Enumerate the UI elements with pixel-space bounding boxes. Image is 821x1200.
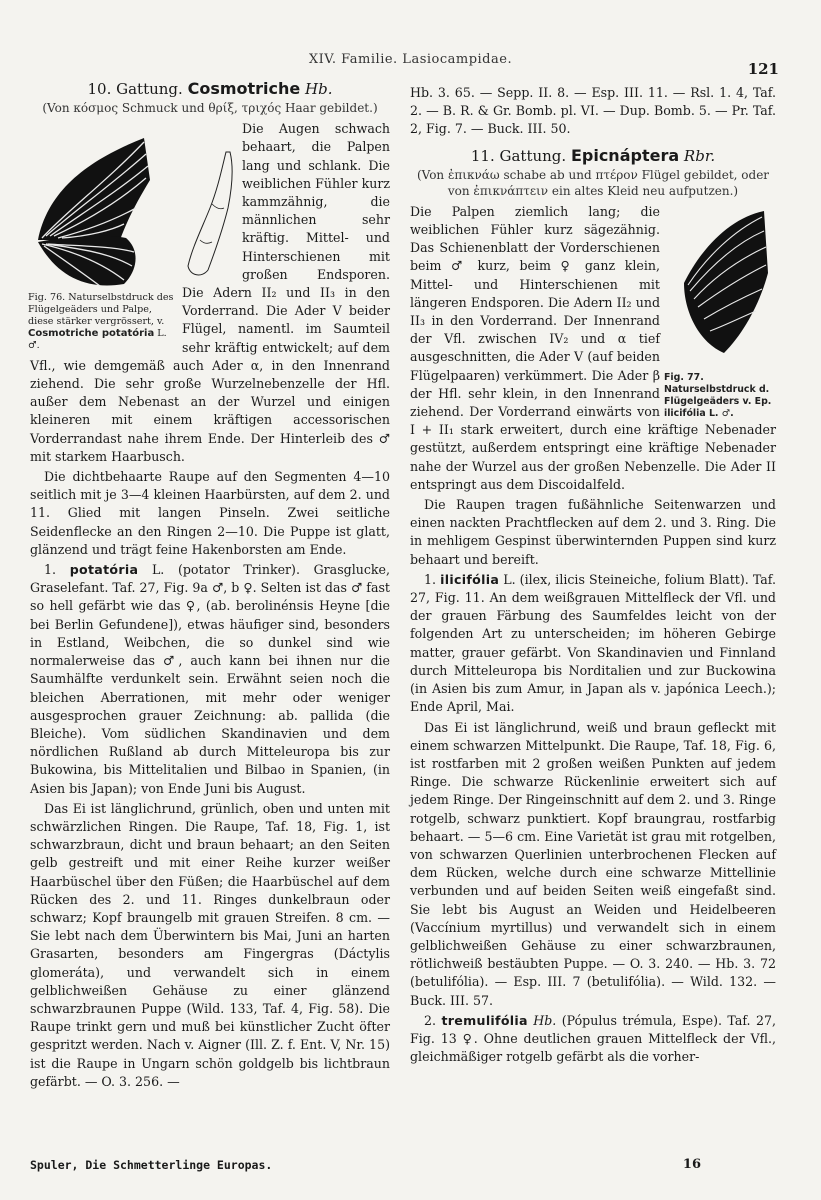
genus-number: 11. Gattung.	[470, 146, 567, 165]
genus-heading-epicnaptera	[410, 147, 776, 165]
species-author: Hb.	[533, 1012, 557, 1028]
page-number: 121	[747, 60, 779, 78]
larva-description: Die dichtbehaarte Raupe auf den Segmenten 4—10 seitlich mit je 3—4 kleinen Haarbürsten, auf dem 2. und 11. Glied mit langen Pinseln. Zwei seitliche Seidenflecke an den Ringen 2—10. Die Puppe ist glatt, glänzend und trägt feine Hakenborsten am Ende.	[30, 469, 390, 557]
figure-76	[28, 120, 176, 352]
larva-description: Die Raupen tragen fußähnliche Seitenwarzen und einen nackten Prachtflecken auf dem 2. und 3. Ring. Die in mehligem Gespinst überwinternden Puppen sind kurz behaart und bereift.	[410, 497, 776, 567]
species-tremulifolia	[410, 1012, 776, 1067]
egg-larva-paragraph: Das Ei ist länglichrund, grünlich, oben und unten mit schwärzlichen Ringen. Die Raupe, Taf. 18, Fig. 1, ist schwarzbraun, dicht und braun behaart; an den Seiten gelb gestreift und mit einer Reihe kurzer weißer Haarbüschel über den Füßen; die Haarbüschel auf dem Rücken des 2. und 11. Ringes dunkelbraun oder schwarz; Kopf braungelb mit grauen Streifen. 8 cm. — Sie lebt nach dem Überwintern bis Mai, Juni an harten Grasarten, besonders am Fingergras (Dáctylis glomeráta), und verwandelt sich in einem gelblichweißen Gehäuse zu einer glänzend schwarzbraunen Puppe (Wild. 133, Taf. 4, Fig. 58). Die Raupe trinkt gern und muß bei künstlicher Zucht öfter gespritzt werden. Nach v. Aigner (Ill. Z. f. Ent. V, Nr. 15) ist die Raupe in Ungarn schön goldgelb bis lichtbraun gefärbt. — O. 3. 256. —	[30, 800, 390, 1089]
figure-77	[664, 203, 776, 420]
species-number: 2.	[424, 1012, 437, 1028]
right-column	[410, 84, 776, 1068]
genus-description: Die Palpen ziemlich lang; die weiblichen Fühler kurz sägezähnig. Das Schienenblatt der Vorderschienen beim ♂ kurz, beim ♀ ganz klein, Mittel- und Hinterschienen mit längeren Endsporen. Die Adern II₂ und II₃ in den Vorderrand. Der Innenrand der Vfl. zwischen IV₂ und α tief ausgeschnitten, die Ader V (auf beiden Flügelpaaren) verkümmert. Die Ader β der Hfl. sehr klein, in den Innenrand ziehend. Der Vorderrand einwärts von I + II₁ stark erweitert, durch eine kräftige Nebenader gestützt, außerdem entspringt eine kräftige Nebenader nahe der Wurzel aus der großen Nebenzelle. Die Ader II entspringt aus dem Discoidalfeld.	[410, 203, 776, 492]
genus-author: Hb.	[305, 80, 333, 98]
figure-77-block	[410, 203, 776, 494]
figure-77-caption: Fig. 77. Naturselbstdruck d. Flügelgeäders v. Ep. ilicifólia L. ♂.	[664, 372, 772, 420]
caption-text: Fig. 76. Naturselbstdruck des Flügelgeäders und Palpe, diese stärker vergrössert, v.	[28, 292, 174, 328]
left-column	[30, 80, 390, 1093]
species-text: L. (ilex, ilicis Steineiche, folium Blatt). Taf. 27, Fig. 11. An dem weißgrauen Mittelfleck der Vfl. und der grauen Färbung des Saumfeldes leicht von der folgenden Art zu unterscheiden; im höheren Gebirge matter, grauer gefärbt. Von Skandinavien und Finnland durch Mitteleuropa bis Norditalien und zur Buckowina (in Asien bis zum Amur, in Japan als v. japónica Leech.); Ende April, Mai.	[410, 571, 776, 715]
species-text: L. (potator Trinker). Grasglucke, Graselefant. Taf. 27, Fig. 9a ♂, b ♀. Selten ist das ♂ fast so hell gefärbt wie das ♀, (ab. berolinénsis Heyne [die bei Berlin Gefundene]), etwas häufiger sind, besonders in Estland, Weibchen, die so dunkel sind wie normalerweise das ♂, auch kann bei ihnen nur die Saumhälfte verdunkelt sein. Erwähnt seien noch die bleichen Aberrationen, mit mehr oder weniger ausgesprochen grauer Zeichnung: ab. pallida (die Bleiche). Vom südlichen Skandinavien und dem nördlichen Rußland ab durch Mitteleuropa bis zur Bukowina, bis Mittelitalien und Bilbao in Spanien, (in Asien bis Japan); von Ende Juni bis August.	[30, 562, 390, 796]
etymology: (Von κόσμος Schmuck und θρίξ, τριχός Haar gebildet.)	[42, 101, 378, 116]
caption-sex: L. ♂.	[28, 328, 167, 352]
wing-venation-illustration	[28, 120, 176, 290]
genus-author: Rbr.	[683, 146, 716, 165]
genus-name: Epicnáptera	[570, 145, 680, 165]
species-ilicifolia	[410, 571, 776, 717]
species-number: 1.	[424, 571, 437, 587]
footer-credit: Spuler, Die Schmetterlinge Europas.	[30, 1158, 273, 1172]
caption-species: Cosmotriche potatória	[28, 328, 155, 340]
species-number: 1.	[44, 562, 57, 578]
species-name: ilicifólia	[440, 571, 500, 587]
figure-76-block	[30, 120, 390, 466]
species-name: tremulifólia	[441, 1012, 528, 1028]
species-name: potatória	[69, 562, 139, 578]
running-head: XIV. Familie. Lasiocampidae.	[308, 52, 513, 67]
egg-larva-paragraph: Das Ei ist länglichrund, weiß und braun gefleckt mit einem schwarzen Mittelpunkt. Die Raupe, Taf. 18, Fig. 6, ist rostfarben mit 2 großen weißen Punkten auf jedem Ringe. Die schwarze Rückenlinie erweitert sich auf jedem Ringe. Der Ringeinschnitt auf dem 2. und 3. Ringe rotgelb, schwarz punktiert. Kopf braungrau, rostfarbig behaart. — 5—6 cm. Eine Varietät ist grau mit rotgelben, von schwarzen Querlinien unterbrochenen Flecken auf dem Rücken, welche durch eine schwarze Mittellinie verbunden und auf beiden Seiten weiß eingefaßt sind. Sie lebt bis August an Weiden und Heidelbeeren (Vaccínium myrtillus) und verwandelt sich in einem gelblichweißen Gehäuse zu einer schwarzbraunen, rötlichweiß bestäubten Puppe. — O. 3. 240. — Hb. 3. 72 (betulifólia). — Esp. III. 7 (betulifólia). — Wild. 132. — Buck. III. 57.	[410, 719, 776, 1008]
genus-description: Die Augen schwach behaart, die Palpen lang und schlank. Die weiblichen Fühler kurz kammzähnig, die männlichen sehr kräftig. Mittel- und Hinterschienen mit großen Endsporen. Die Adern II₂ und II₃ in den Vorderrand. Die Ader V beider Flügel, namentl. im Saumteil sehr kräftig entwickelt; auf dem Vfl., wie demgemäß auch Ader α, in den Innenrand ziehend. Die sehr große Wurzelnebenzelle der Hfl. außer dem Nebenast an der Wurzel und einigen kleineren mit einem kräftigen accessorischen Vorderrandast nahe ihrem Ende. Der Hinterleib des ♂ mit starkem Haarbusch.	[30, 121, 390, 464]
palp-illustration	[182, 148, 238, 280]
species-potatoria	[30, 561, 390, 798]
genus-name: Cosmotriche	[187, 79, 301, 98]
species-text: (Pópulus trémula, Espe). Taf. 27, Fig. 13 ♀. Ohne deutlichen grauen Mittelfleck der Vfl., gleichmäßiger rotgelb gefärbt als die vorher-	[410, 1012, 776, 1065]
genus-heading-cosmotriche	[30, 80, 390, 98]
references-continued: Hb. 3. 65. — Sepp. II. 8. — Esp. III. 11. — Rsl. 1. 4, Taf. 2. — B. R. & Gr. Bomb. pl. VI. — Dup. Bomb. 5. — Pr. Taf. 2, Fig. 7. — Buck. III. 50.	[410, 85, 776, 137]
etymology: (Von ἐπικνάω schabe ab und πτέρον Flügel gebildet, oder von ἐπικνάπτειν ein altes Kleid neu aufputzen.)	[416, 167, 770, 198]
signature-mark: 16	[682, 1157, 701, 1172]
genus-number: 10. Gattung.	[87, 80, 183, 98]
figure-76-caption	[28, 292, 176, 352]
wing-venation-illustration-77	[664, 203, 776, 365]
